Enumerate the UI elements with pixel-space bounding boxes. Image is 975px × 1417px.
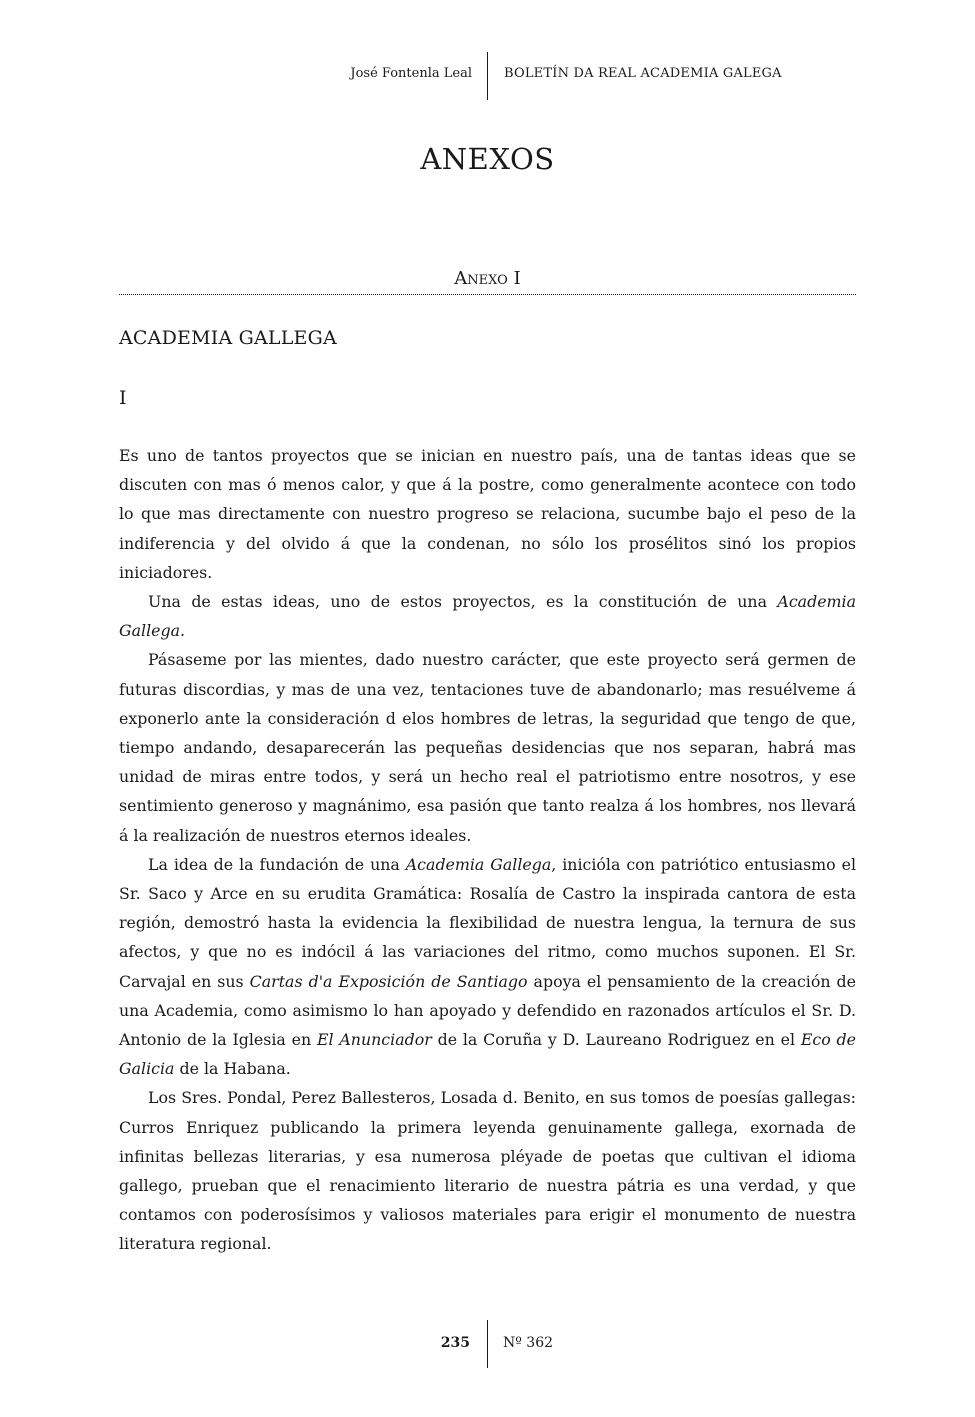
dotted-divider <box>119 294 856 295</box>
paragraph-4-text-c: apoya el pensamiento de la creación de una Academia, como asimismo lo han apoyado y defendido en razonados artículos el Sr. D. Antonio de la Iglesia en <box>119 971 856 1050</box>
page-footer <box>0 1320 975 1368</box>
paragraph-4-italic-4: Eco de Galicia <box>119 1030 856 1079</box>
paragraph-2-text: Una de estas ideas, uno de estos proyectos, es la constitución de una <box>148 592 778 612</box>
paragraph-4-text-a: La idea de la fundación de una <box>148 854 406 874</box>
paragraph-1: Es uno de tantos proyectos que se inician en nuestro país, una de tantas ideas que se discuten con mas ó menos calor, y que á la postre, como generalmente acontece con todo lo que mas directamente con nuestro progreso se relaciona, sucumbe bajo el peso de la indiferencia y del olvido á que la condenan, no sólo los prosélitos sinó los propios iniciadores. <box>119 446 856 582</box>
paragraph-4-italic-3: El Anunciador <box>316 1030 432 1050</box>
running-header <box>0 52 975 100</box>
header-author: José Fontenla Leal <box>350 66 472 81</box>
paragraph-4-text-e: de la Habana. <box>174 1059 291 1079</box>
paragraph-4-italic-1: Academia Gallega <box>405 854 552 874</box>
paragraph-2-italic: Academia Gallega. <box>119 592 856 641</box>
chapter-numeral: I <box>119 387 127 409</box>
section-title: ANEXOS <box>420 142 555 176</box>
paragraph-4 <box>119 850 856 1084</box>
paragraph-2 <box>119 587 856 645</box>
header-journal-title: BOLETÍN DA REAL ACADEMIA GALEGA <box>504 66 782 81</box>
paragraph-5: Los Sres. Pondal, Perez Ballesteros, Losada d. Benito, en sus tomos de poesías gallegas: Curros Enriquez publicando la primera leyenda genuinamente gallega, exornada de infinitas bellezas literarias, y esa numerosa pléyade de poetas que cultivan el idioma gallego, prueban que el renacimiento literario de nuestra pátria es una verdad, y que contamos con poderosísimos y valiosos materiales para erigir el monumento de nuestra literatura regional. <box>119 1088 856 1254</box>
annex-heading: Anexo I <box>454 268 521 289</box>
paragraph-3: Pásaseme por las mientes, dado nuestro carácter, que este proyecto será germen de futuras discordias, y mas de una vez, tentaciones tuve de abandonarlo; mas resuélveme á exponerlo ante la consideración d elos hombres de letras, la seguridad que tengo de que, tiempo andando, desaparecerán las pequeñas desidencias que nos separan, habrá mas unidad de miras entre todos, y será un hecho real el patriotismo entre nosotros, y ese sentimiento generoso y magnánimo, esa pasión que tanto realza á los hombres, nos llevará á la realización de nuestros eternos ideales. <box>119 650 856 845</box>
paragraph-4-text-b: , inicióla con patriótico entusiasmo el Sr. Saco y Arce en su erudita Gramática: Rosalía de Castro la inspirada cantora de esta región, demostró hasta la evidencia la flexibilidad de nuestra lengua, la ternura de sus afectos, y que no es indócil á las variaciones del ritmo, como muchos suponen. El Sr. Carvajal en sus <box>119 854 856 991</box>
footer-divider <box>487 1320 488 1368</box>
document-heading: ACADEMIA GALLEGA <box>119 327 337 349</box>
page-number: 235 <box>440 1335 470 1351</box>
issue-number: Nº 362 <box>503 1335 554 1351</box>
body-text <box>119 441 856 1259</box>
header-divider <box>487 52 488 100</box>
paragraph-4-text-d: de la Coruña y D. Laureano Rodriguez en el <box>431 1030 801 1050</box>
paragraph-4-italic-2: Cartas d'a Exposición de Santiago <box>249 971 528 991</box>
